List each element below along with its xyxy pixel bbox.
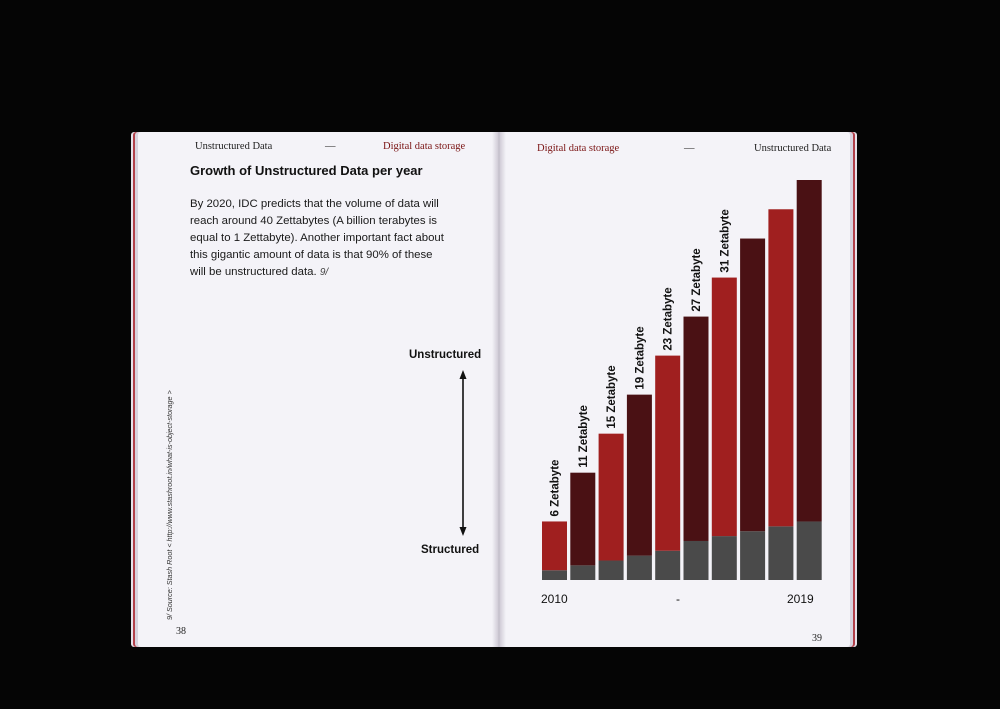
bar-structured-2011 (570, 565, 595, 580)
intro-text: By 2020, IDC predicts that the volume of data will reach around 40 Zettabytes (A billion terabytes is equal to 1 Zettabyte). Another important fact about this gigantic amount of data is that 90% of these will be unstructured data. (190, 198, 444, 278)
bar-unstructured-2011 (570, 473, 595, 566)
double-arrow (460, 370, 467, 536)
bar-structured-2015 (684, 541, 709, 580)
x-label-dash: - (676, 592, 680, 606)
bar-structured-2013 (627, 556, 652, 580)
source-note: 9/ Source: Stash Root < http://www.stashroot.in/what-is-object-storage > (165, 390, 174, 620)
left-page-number: 38 (176, 626, 186, 637)
right-header-dash: — (684, 143, 695, 154)
left-header-section: Unstructured Data (195, 141, 273, 152)
bar-unstructured-2016 (712, 278, 737, 537)
bar-unstructured-2013 (627, 395, 652, 556)
bar-unstructured-2017 (740, 239, 765, 532)
footnote-ref: 9/ (319, 267, 329, 278)
data-label-2010: 6 Zetabyte (549, 459, 562, 517)
bar-unstructured-2018 (768, 209, 793, 526)
left-header-dash: — (325, 141, 336, 152)
right-page-number: 39 (812, 633, 822, 644)
bar-structured-2018 (768, 526, 793, 580)
bar-structured-2016 (712, 536, 737, 580)
data-label-2013: 19 Zetabyte (634, 326, 647, 390)
bar-structured-2010 (542, 570, 567, 580)
bars-group (542, 180, 822, 580)
bar-structured-2012 (599, 560, 624, 580)
bar-unstructured-2012 (599, 434, 624, 561)
data-label-2016: 31 Zetabyte (719, 209, 732, 273)
bar-unstructured-2010 (542, 521, 567, 570)
left-header-chapter: Digital data storage (383, 141, 466, 152)
data-label-2015: 27 Zetabyte (691, 248, 703, 312)
data-label-2014: 23 Zetabyte (662, 287, 675, 351)
bar-structured-2017 (740, 531, 765, 580)
bar-unstructured-2014 (655, 356, 680, 551)
data-label-2011: 11 Zetabyte (577, 405, 590, 468)
x-label-start: 2010 (541, 592, 568, 606)
page-title: Growth of Unstructured Data per year (190, 163, 423, 178)
bar-structured-2014 (655, 551, 680, 580)
arrow-head-up (460, 370, 467, 379)
arrow-head-down (460, 527, 467, 536)
bar-structured-2019 (797, 521, 822, 580)
right-header-chapter: Digital data storage (537, 143, 620, 154)
unstructured-label: Unstructured (409, 349, 482, 361)
bar-unstructured-2019 (797, 180, 822, 521)
x-label-end: 2019 (787, 592, 814, 606)
structured-label: Structured (421, 544, 480, 556)
right-header-section: Unstructured Data (754, 143, 832, 154)
bar-unstructured-2015 (684, 317, 709, 541)
data-label-2012: 15 Zetabyte (606, 365, 619, 429)
